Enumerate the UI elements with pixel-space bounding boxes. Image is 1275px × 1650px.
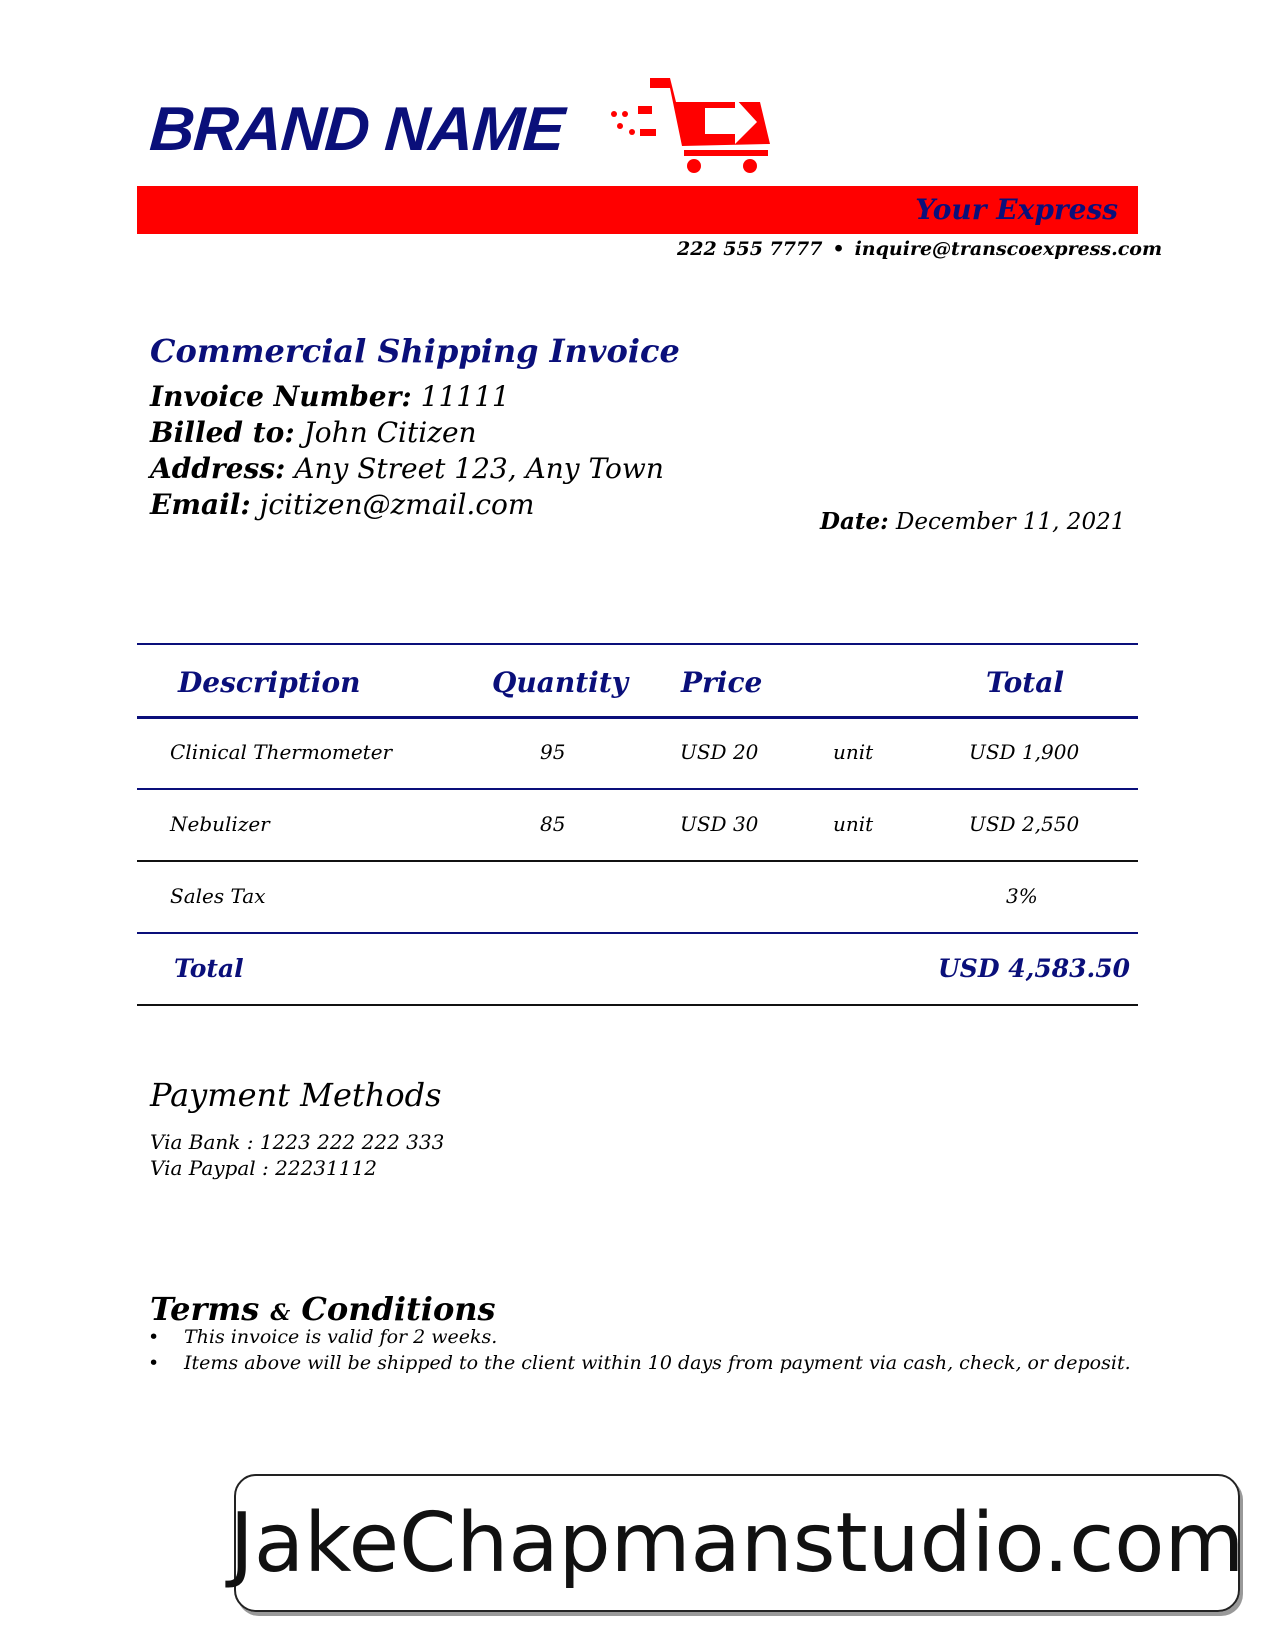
header-red-bar [137, 186, 1138, 234]
billed-to-label: Billed to: [150, 416, 295, 449]
column-header-description: Description [178, 666, 361, 699]
sales-tax-value: 3% [1006, 884, 1038, 908]
invoice-number-label: Invoice Number: [150, 380, 412, 413]
invoice-title: Commercial Shipping Invoice [150, 332, 680, 370]
brand-name-logo: BRAND NAME [147, 95, 567, 164]
terms-item-text: Items above will be shipped to the client within 10 days from payment via cash, check, or deposit. [184, 1352, 1131, 1374]
address-label: Address: [150, 452, 286, 485]
table-header-rule [137, 716, 1138, 719]
row-unit: unit [833, 740, 874, 764]
column-header-total: Total [986, 666, 1065, 699]
payment-line-paypal: Via Paypal : 22231112 [150, 1156, 377, 1180]
row-unit: unit [833, 812, 874, 836]
column-header-price: Price [681, 666, 763, 699]
row-description: Clinical Thermometer [170, 740, 393, 764]
invoice-date [820, 508, 1125, 535]
terms-item-text: This invoice is valid for 2 weeks. [184, 1326, 498, 1348]
row-quantity: 95 [540, 740, 566, 764]
column-header-quantity: Quantity [492, 666, 629, 699]
row-total: USD 1,900 [969, 740, 1080, 764]
terms-item [148, 1352, 1131, 1374]
table-row-rule [137, 860, 1138, 862]
row-description: Nebulizer [170, 812, 270, 836]
email-value: jcitizen@zmail.com [259, 488, 535, 521]
table-row-rule [137, 932, 1138, 934]
terms-heading [150, 1290, 496, 1328]
shopping-cart-icon [610, 74, 780, 174]
terms-heading-amp: & [270, 1300, 291, 1326]
contact-line [677, 238, 1163, 260]
table-top-rule [137, 643, 1138, 645]
invoice-number-value: 11111 [420, 380, 510, 413]
row-price: USD 30 [680, 812, 759, 836]
terms-heading-b: Conditions [301, 1290, 496, 1328]
row-quantity: 85 [540, 812, 566, 836]
date-value: December 11, 2021 [895, 509, 1126, 535]
terms-heading-a: Terms [150, 1290, 260, 1328]
billed-to-value: John Citizen [303, 416, 477, 449]
separator-dot: • [832, 238, 845, 260]
billed-to-line [150, 416, 477, 449]
address-value: Any Street 123, Any Town [294, 452, 664, 485]
contact-email: inquire@transcoexpress.com [854, 238, 1163, 260]
watermark-banner: JakeChapmanstudio.com [234, 1474, 1240, 1612]
payment-methods-heading: Payment Methods [150, 1076, 442, 1114]
row-total: USD 2,550 [969, 812, 1080, 836]
phone-number: 222 555 7777 [677, 238, 823, 260]
payment-line-bank: Via Bank : 1223 222 222 333 [150, 1130, 445, 1154]
bullet-icon: • [148, 1326, 160, 1348]
grand-total-label: Total [174, 954, 244, 983]
address-line [150, 452, 664, 485]
table-row-rule [137, 788, 1138, 790]
sales-tax-label: Sales Tax [170, 884, 266, 908]
terms-item [148, 1326, 497, 1348]
row-price: USD 20 [680, 740, 759, 764]
email-line [150, 488, 534, 521]
bullet-icon: • [148, 1352, 160, 1374]
grand-total-value: USD 4,583.50 [938, 954, 1131, 983]
table-bottom-rule [137, 1004, 1138, 1006]
invoice-number-line [150, 380, 510, 413]
email-label: Email: [150, 488, 251, 521]
date-label: Date: [820, 508, 889, 535]
tagline: Your Express [915, 193, 1118, 226]
